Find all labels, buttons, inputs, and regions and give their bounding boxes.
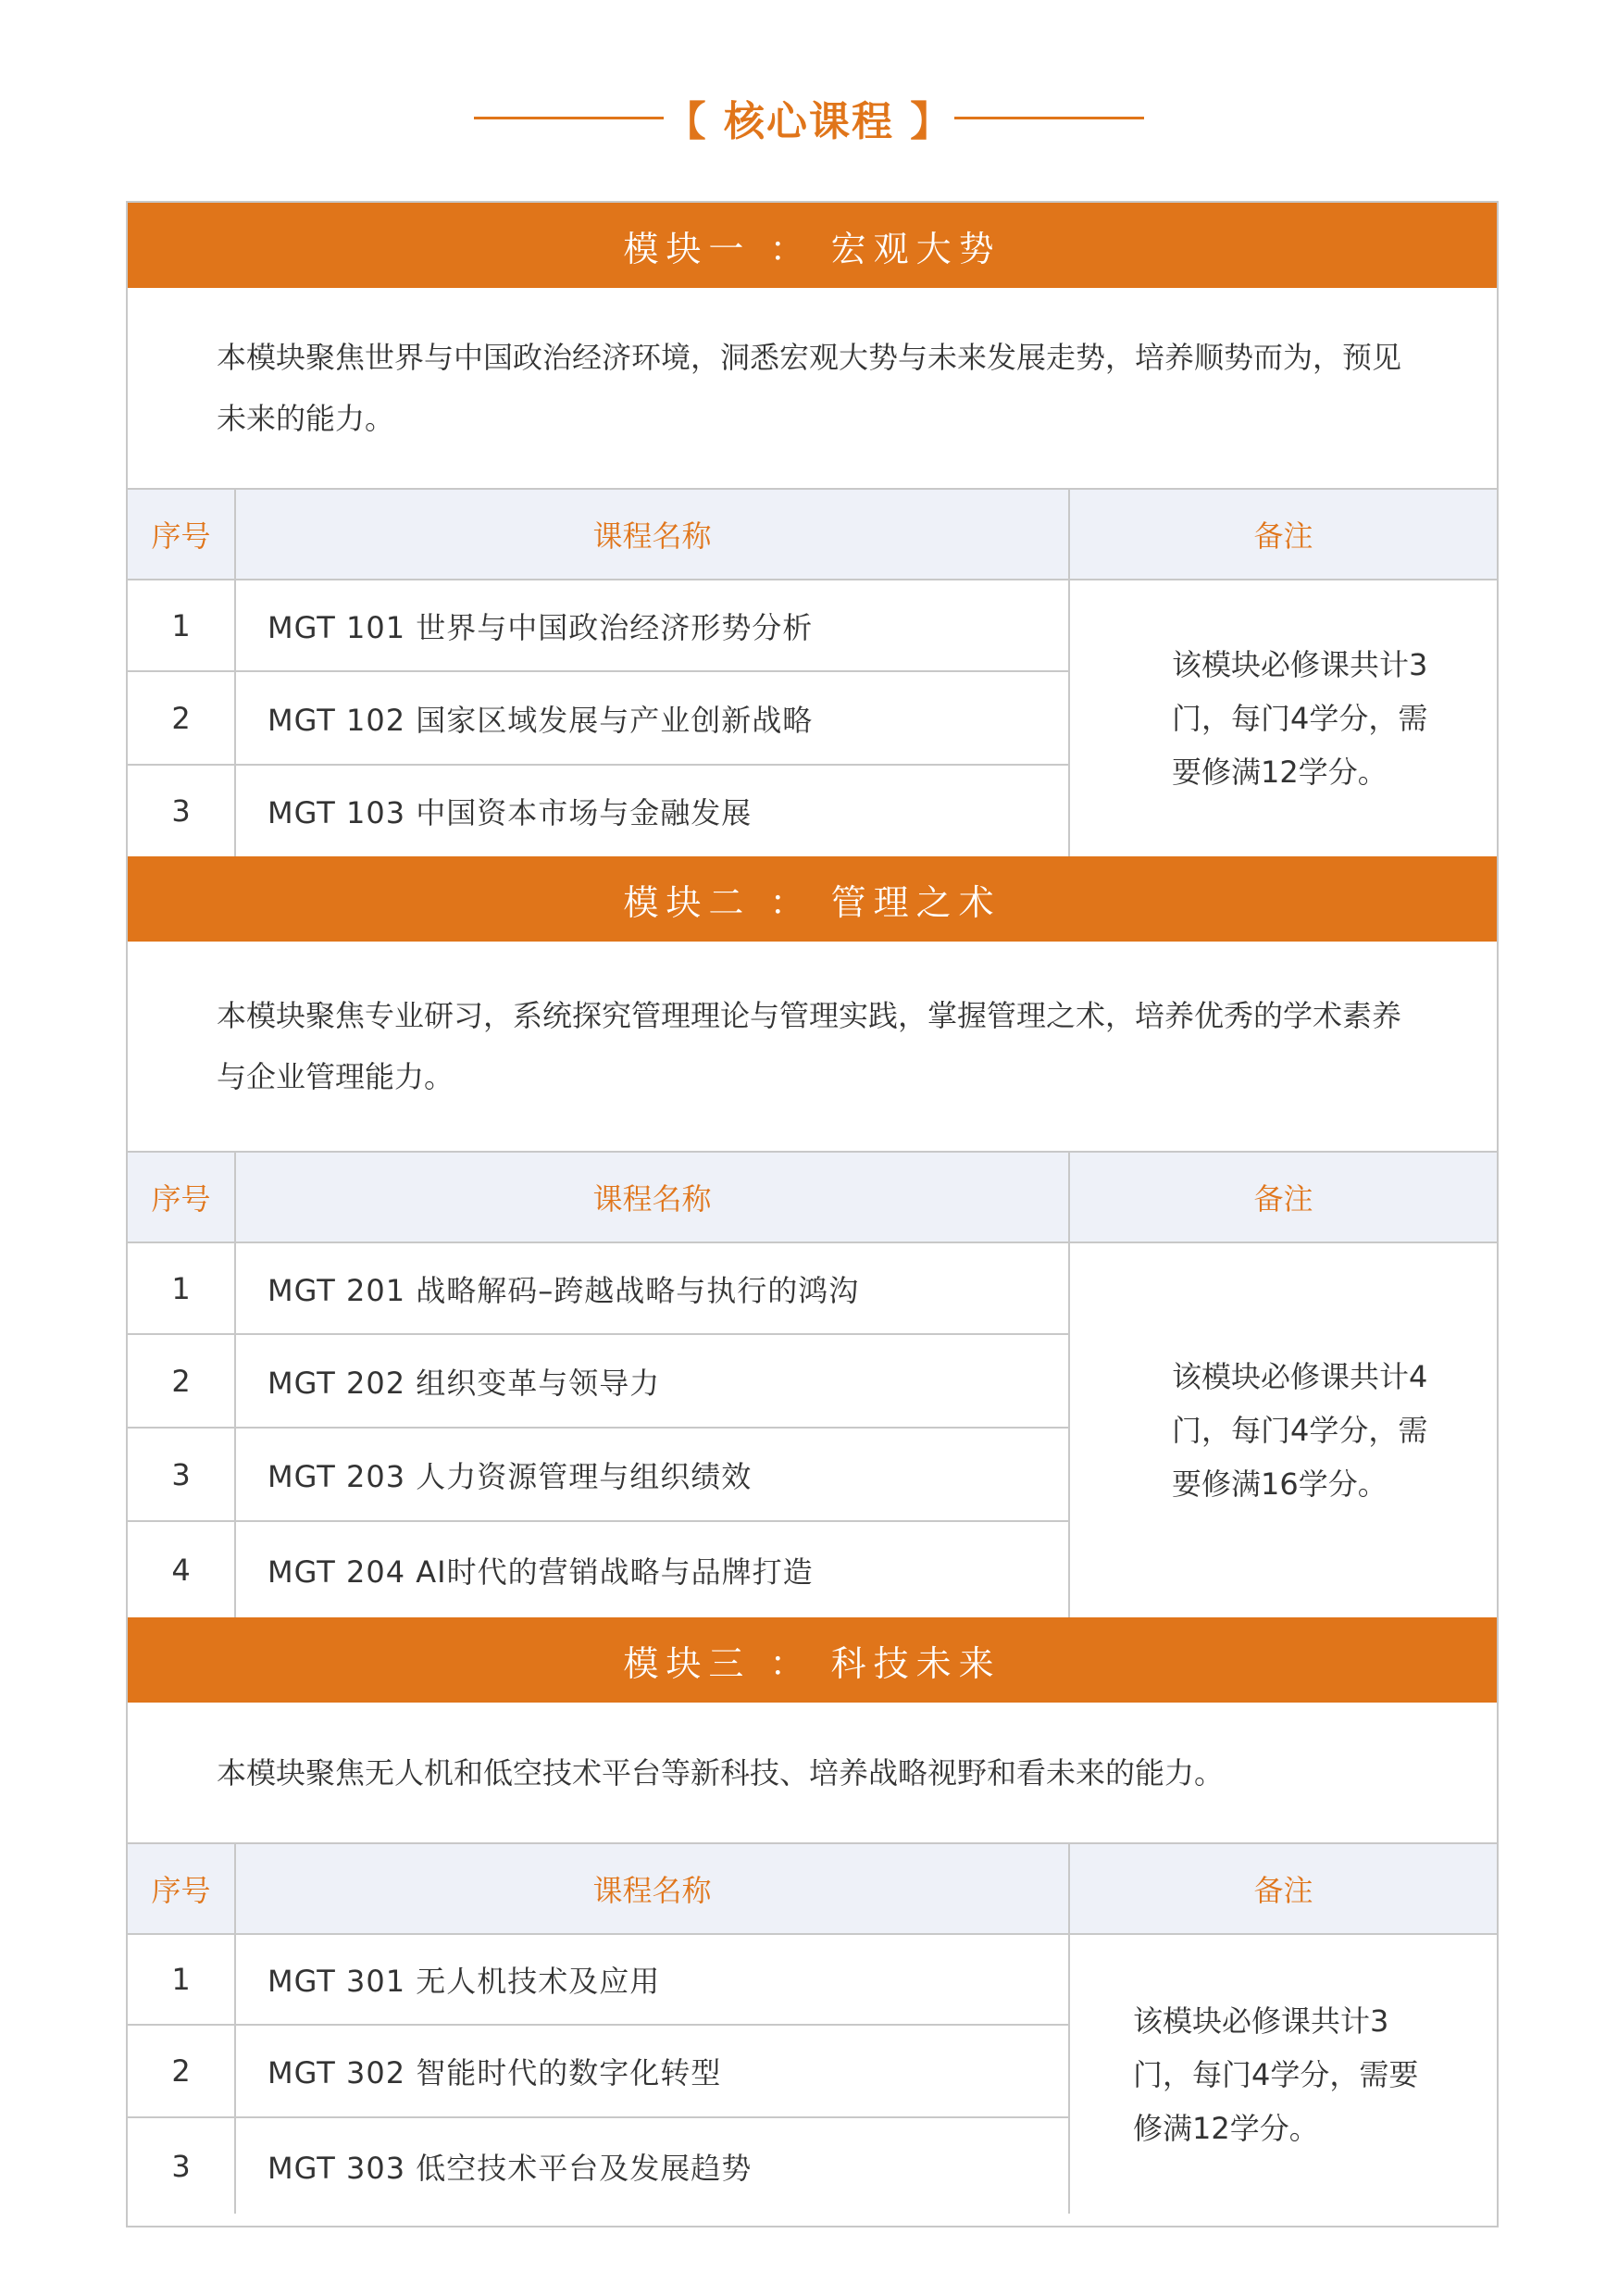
table-row bbox=[128, 1242, 1497, 1334]
note-header: 备注 bbox=[1069, 1153, 1497, 1242]
course-name-cell: MGT 301 无人机技术及应用 bbox=[235, 1934, 1069, 2025]
course-name-cell: MGT 201 战略解码–跨越战略与执行的鸿沟 bbox=[235, 1242, 1069, 1334]
seq-header: 序号 bbox=[128, 1844, 235, 1934]
seq-cell: 3 bbox=[128, 1428, 235, 1521]
page-header bbox=[0, 76, 1618, 159]
seq-cell: 3 bbox=[128, 2117, 235, 2214]
course-name-cell: MGT 303 低空技术平台及发展趋势 bbox=[235, 2117, 1069, 2214]
module-1 bbox=[128, 203, 1497, 856]
module-description bbox=[128, 942, 1497, 1153]
seq-cell: 1 bbox=[128, 1934, 235, 2025]
module-description-text: 本模块聚焦专业研习，系统探究管理理论与管理实践，掌握管理之术，培养优秀的学术素养与企业管理能力。 bbox=[217, 998, 1402, 1094]
module-3 bbox=[128, 1617, 1497, 2214]
table-row bbox=[128, 1934, 1497, 2025]
seq-cell: 1 bbox=[128, 1242, 235, 1334]
course-name-cell: MGT 202 组织变革与领导力 bbox=[235, 1334, 1069, 1428]
seq-cell: 1 bbox=[128, 580, 235, 671]
course-table bbox=[128, 490, 1497, 856]
seq-cell: 2 bbox=[128, 671, 235, 765]
module-title: 模块二 ： 管理之术 bbox=[128, 856, 1497, 942]
course-document bbox=[126, 201, 1499, 2227]
seq-cell: 4 bbox=[128, 1521, 235, 1617]
seq-cell: 2 bbox=[128, 1334, 235, 1428]
page-title: 【 核心课程 】 bbox=[665, 98, 953, 145]
course-name-cell: MGT 102 国家区域发展与产业创新战略 bbox=[235, 671, 1069, 765]
seq-header: 序号 bbox=[128, 490, 235, 580]
header-rule-left bbox=[474, 117, 664, 119]
course-table bbox=[128, 1153, 1497, 1617]
course-name-cell: MGT 103 中国资本市场与金融发展 bbox=[235, 765, 1069, 856]
module-title: 模块三 ： 科技未来 bbox=[128, 1617, 1497, 1703]
course-name-header: 课程名称 bbox=[235, 1153, 1069, 1242]
module-description-text: 本模块聚焦无人机和低空技术平台等新科技、培养战略视野和看未来的能力。 bbox=[217, 1754, 1225, 1791]
module-title: 模块一 ： 宏观大势 bbox=[128, 203, 1497, 288]
module-description-text: 本模块聚焦世界与中国政治经济环境，洞悉宏观大势与未来发展走势，培养顺势而为，预见未来的能力。 bbox=[217, 340, 1402, 436]
module-2 bbox=[128, 856, 1497, 1617]
course-name-cell: MGT 203 人力资源管理与组织绩效 bbox=[235, 1428, 1069, 1521]
note-cell: 该模块必修课共计3门，每门4学分，需要修满12学分。 bbox=[1172, 647, 1428, 790]
course-name-header: 课程名称 bbox=[235, 490, 1069, 580]
module-description bbox=[128, 288, 1497, 490]
note-cell: 该模块必修课共计3门，每门4学分，需要修满12学分。 bbox=[1133, 2003, 1419, 2146]
course-name-cell: MGT 101 世界与中国政治经济形势分析 bbox=[235, 580, 1069, 671]
course-name-cell: MGT 302 智能时代的数字化转型 bbox=[235, 2025, 1069, 2117]
note-header: 备注 bbox=[1069, 490, 1497, 580]
table-row bbox=[128, 580, 1497, 671]
module-description bbox=[128, 1703, 1497, 1844]
course-name-header: 课程名称 bbox=[235, 1844, 1069, 1934]
course-name-cell: MGT 204 AI时代的营销战略与品牌打造 bbox=[235, 1521, 1069, 1617]
seq-cell: 3 bbox=[128, 765, 235, 856]
note-header: 备注 bbox=[1069, 1844, 1497, 1934]
seq-header: 序号 bbox=[128, 1153, 235, 1242]
header-rule-right bbox=[954, 117, 1144, 119]
course-table bbox=[128, 1844, 1497, 2214]
seq-cell: 2 bbox=[128, 2025, 235, 2117]
note-cell: 该模块必修课共计4门，每门4学分，需要修满16学分。 bbox=[1172, 1359, 1428, 1502]
